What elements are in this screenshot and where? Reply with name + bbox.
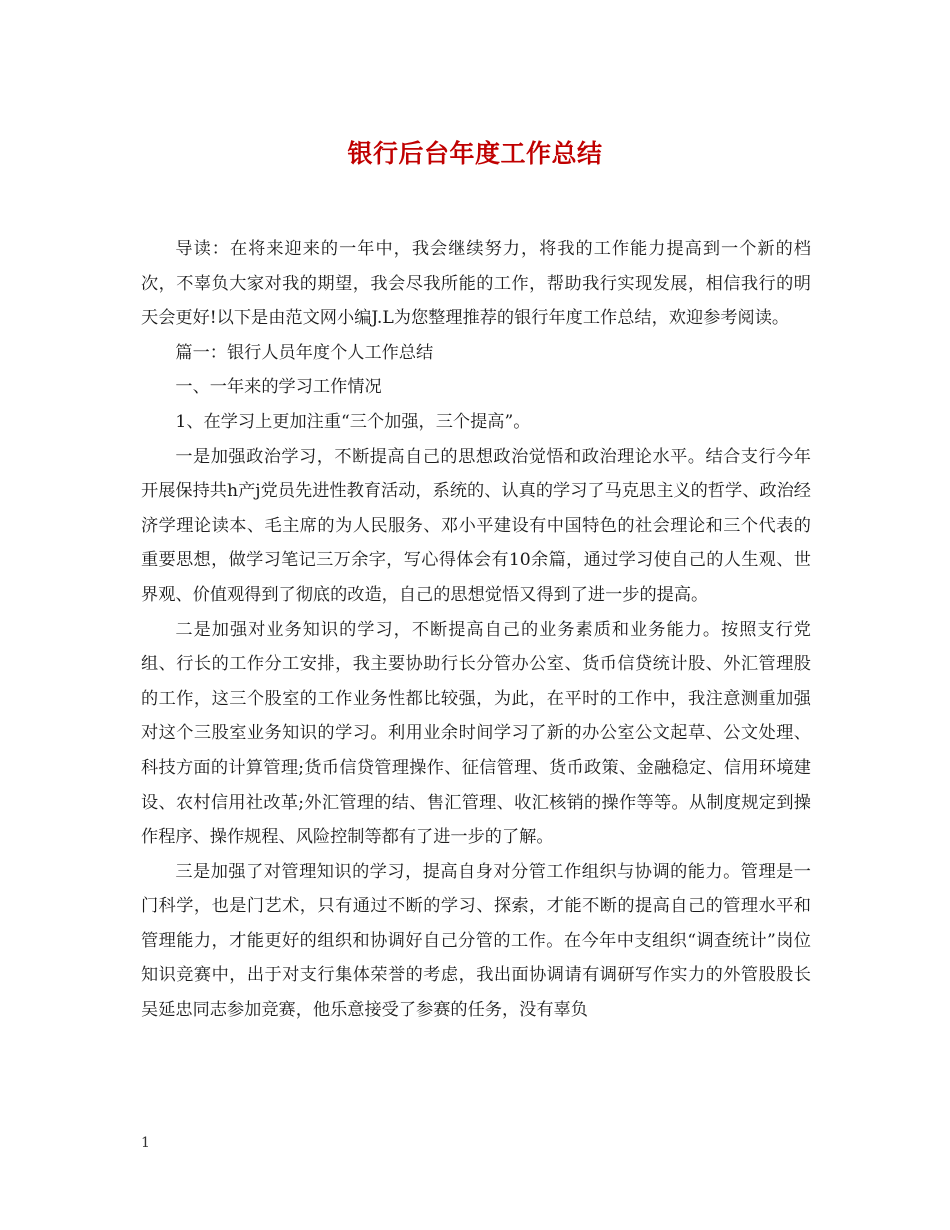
intro-paragraph: 导读：在将来迎来的一年中，我会继续努力，将我的工作能力提高到一个新的档次，不辜负大家对我的期望，我会尽我所能的工作，帮助我行实现发展，相信我行的明天会更好!以下是由范文网小编J.L为您整理推荐的银行年度工作总结，欢迎参考阅读。 [141,239,811,329]
item-heading: 1、在学习上更加注重“三个加强，三个提高”。 [175,411,531,432]
section-heading: 篇一：银行人员年度个人工作总结 [175,342,434,363]
document-body [141,232,811,1028]
document-title: 银行后台年度工作总结 [347,139,603,168]
body-paragraph: 三是加强了对管理知识的学习，提高自身对分管工作组织与协调的能力。管理是一门科学，也是门艺术，只有通过不断的学习、探索，才能不断的提高自己的管理水平和管理能力，才能更好的组织和协调好自己分管的工作。在今年中支组织“调查统计”岗位知识竞赛中，出于对支行集体荣誉的考虑，我出面协调请有调研写作实力的外管股股长吴延忠同志参加竞赛，他乐意接受了参赛的任务，没有辜负 [141,861,811,1021]
subsection-heading: 一、一年来的学习工作情况 [175,377,382,398]
page-number: 1 [141,1135,150,1151]
body-paragraph: 一是加强政治学习，不断提高自己的思想政治觉悟和政治理论水平。结合支行今年开展保持共h产j党员先进性教育活动，系统的、认真的学习了马克思主义的哲学、政治经济学理论读本、毛主席的为人民服务、邓小平建设有中国特色的社会理论和三个代表的重要思想，做学习笔记三万余字，写心得体会有10余篇，通过学习使自己的人生观、世界观、价值观得到了彻底的改造，自己的思想觉悟又得到了进一步的提高。 [141,446,811,605]
body-paragraph: 二是加强对业务知识的学习，不断提高自己的业务素质和业务能力。按照支行党组、行长的工作分工安排，我主要协助行长分管办公室、货币信贷统计股、外汇管理股的工作，这三个股室的工作业务性都比较强，为此，在平时的工作中，我注意测重加强对这个三股室业务知识的学习。利用业余时间学习了新的办公室公文起草、公文处理、科技方面的计算管理;货币信贷管理操作、征信管理、货币政策、金融稳定、信用环境建设、农村信用社改革;外汇管理的结、售汇管理、收汇核销的操作等等。从制度规定到操作程序、操作规程、风险控制等都有了进一步的了解。 [141,619,811,848]
